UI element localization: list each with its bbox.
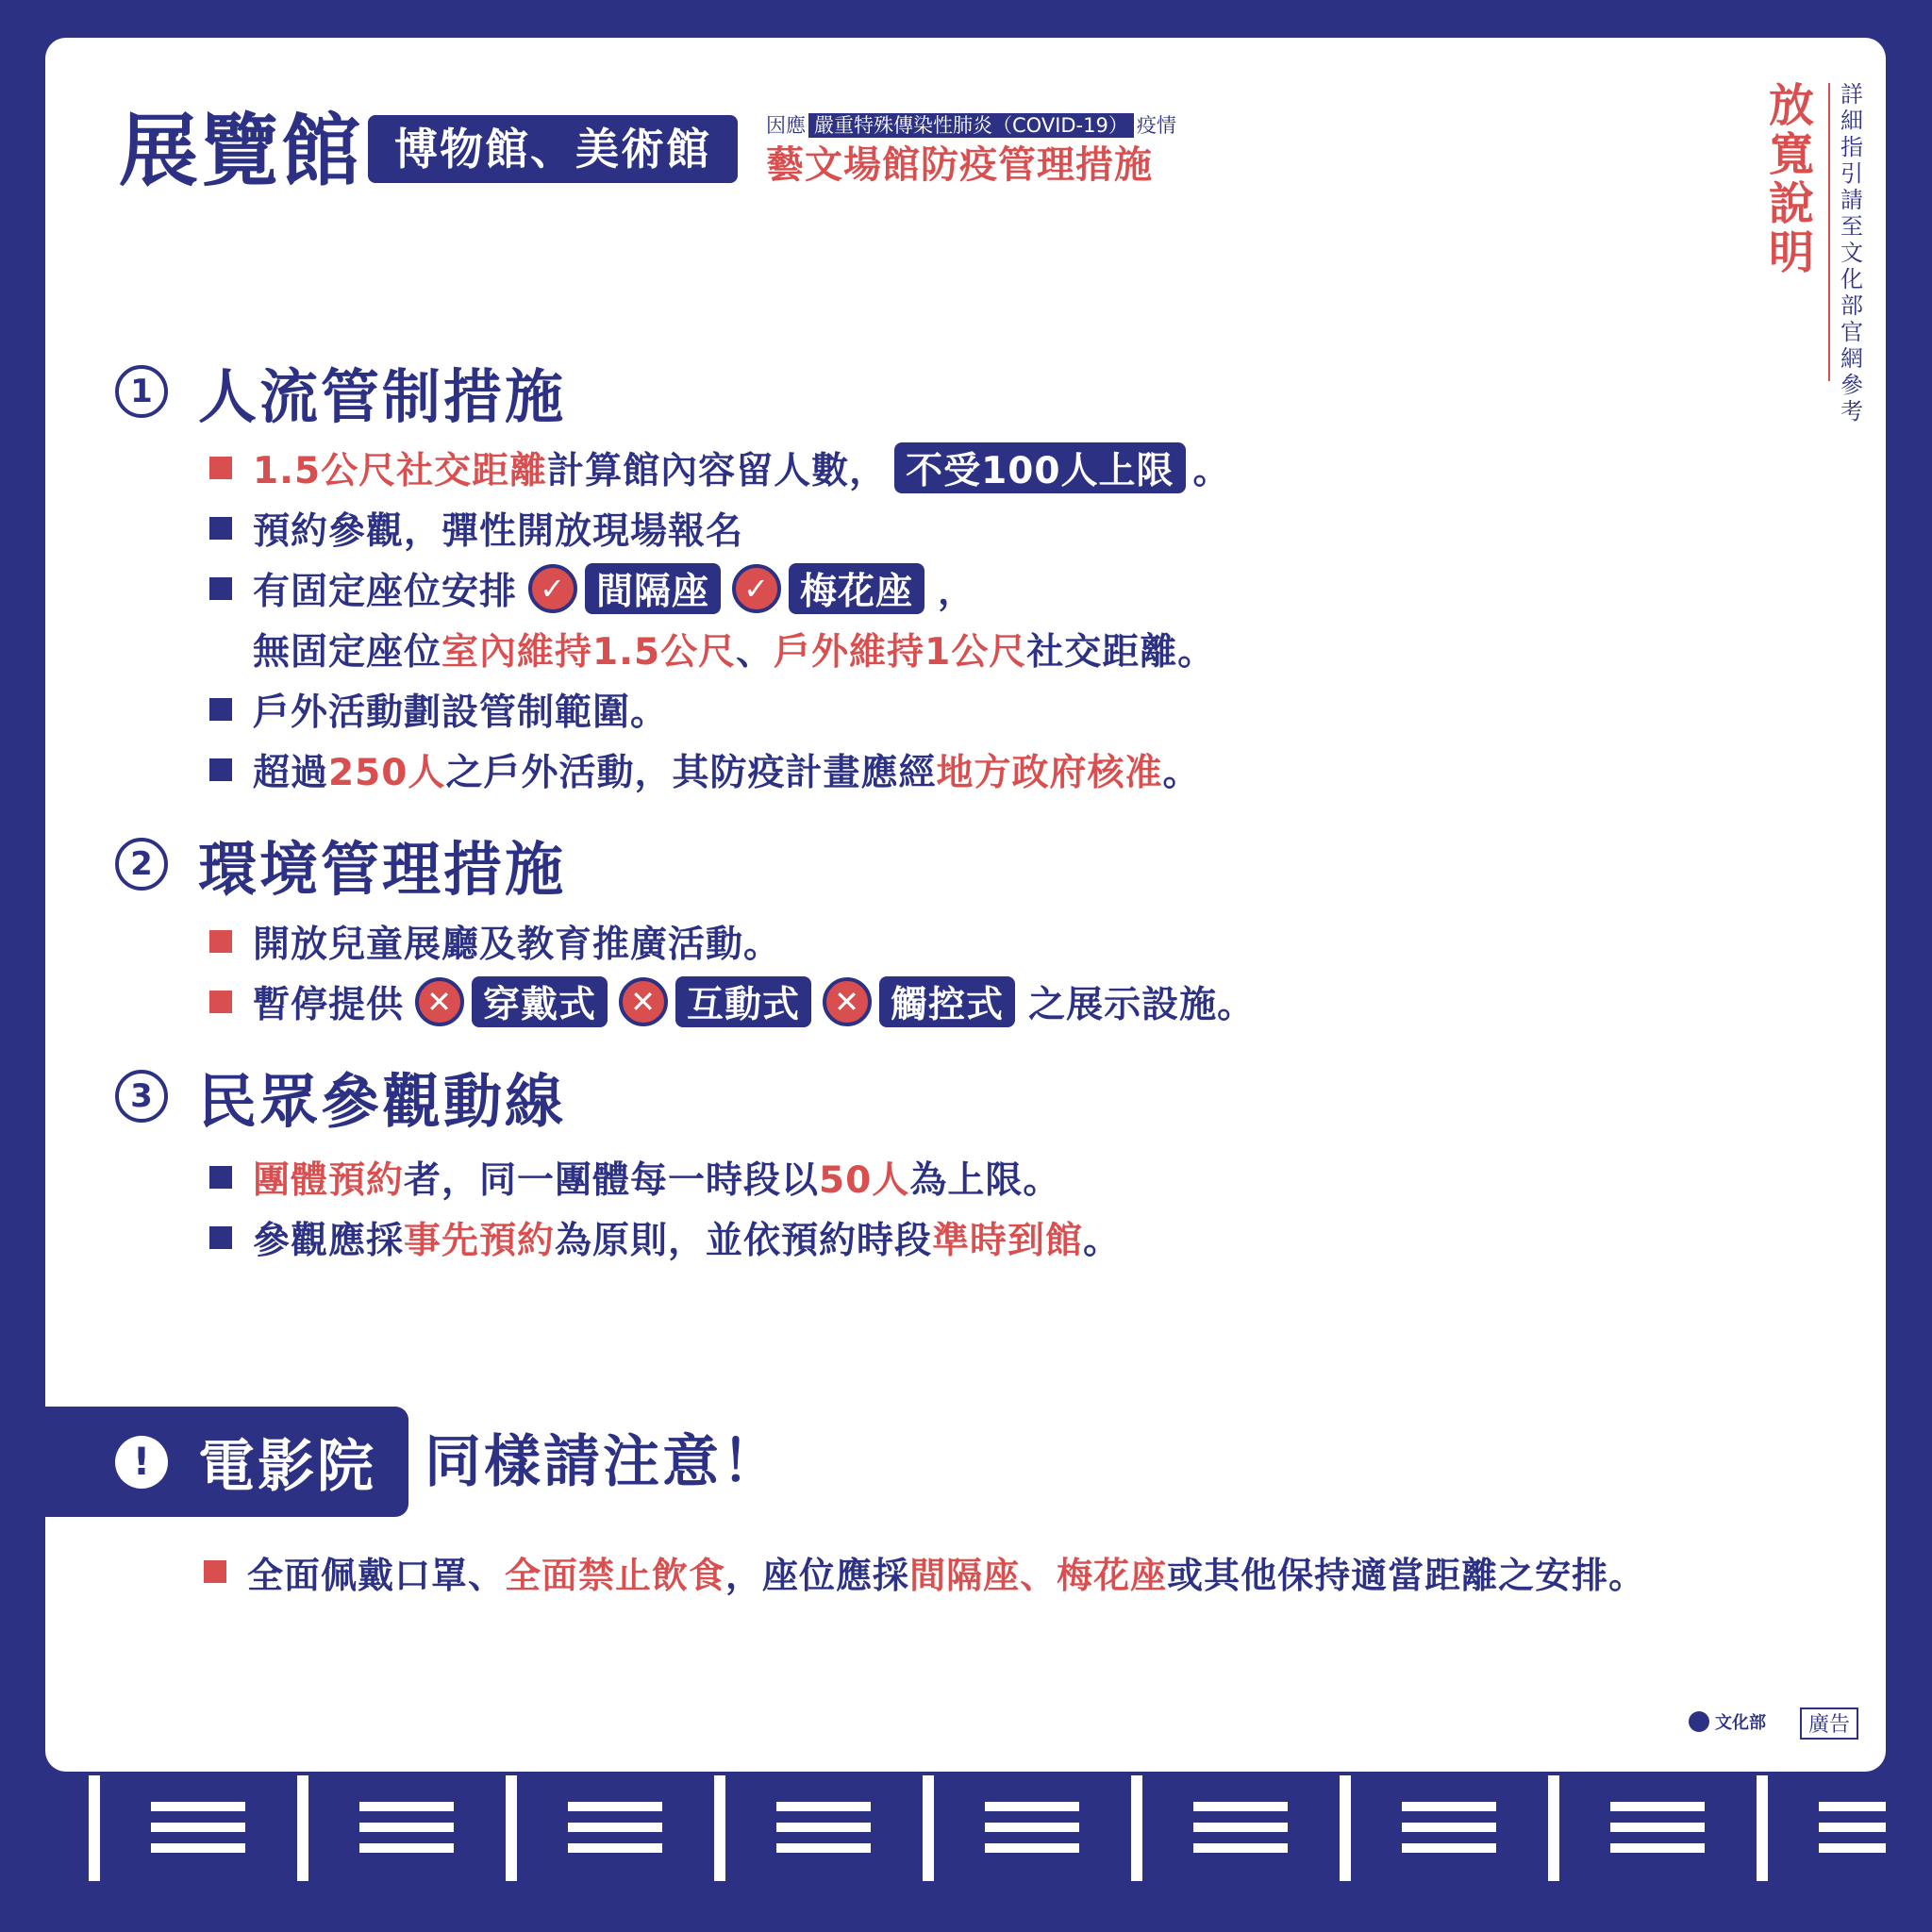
item-highlight: 梅花座 xyxy=(1057,1554,1168,1596)
section-title: 人流管制措施 xyxy=(198,361,567,431)
item-punct: 。 xyxy=(1608,1554,1646,1596)
strip-bar xyxy=(776,1802,871,1811)
item-punct: 。 xyxy=(1023,1159,1061,1202)
side-navy-char: 至 xyxy=(1840,213,1863,240)
list-item xyxy=(209,500,743,557)
square-bullet-icon xyxy=(204,1560,226,1583)
decorative-film-strip xyxy=(45,1772,1886,1885)
list-item xyxy=(209,560,975,617)
square-bullet-icon xyxy=(209,698,232,721)
item-highlight: 室內維持1.5公尺 xyxy=(441,631,737,674)
section-title: 民眾參觀動線 xyxy=(198,1066,567,1136)
strip-post xyxy=(923,1775,934,1881)
item-punct: 。 xyxy=(1192,450,1231,492)
item-text: 全面佩戴口罩 xyxy=(247,1554,469,1596)
side-navy-char: 網 xyxy=(1840,345,1863,372)
strip-bar xyxy=(985,1823,1079,1832)
check-icon: ✓ xyxy=(732,564,781,613)
side-navy-char: 文 xyxy=(1840,240,1863,266)
section-3-heading xyxy=(115,1058,566,1134)
item-highlight: 準時到館 xyxy=(932,1220,1084,1262)
strip-bar xyxy=(985,1802,1079,1811)
chip-label: 觸控式 xyxy=(879,976,1015,1027)
item-text: 之戶外活動，其防疫計畫應經 xyxy=(445,752,937,794)
strip-bar xyxy=(1193,1843,1288,1853)
item-text: 為上限 xyxy=(909,1159,1024,1202)
ministry-logo xyxy=(1689,1709,1766,1734)
item-text: 或其他保持適當距離之安排 xyxy=(1167,1554,1609,1596)
item-text: 、 xyxy=(736,631,774,674)
strip-bar xyxy=(985,1843,1079,1853)
cinema-list-item xyxy=(204,1543,1645,1600)
side-note-navy xyxy=(1838,81,1866,425)
item-highlight: 團體預約 xyxy=(253,1159,405,1202)
device-chip xyxy=(415,976,608,1027)
side-navy-char: 化 xyxy=(1840,266,1863,292)
strip-post xyxy=(1757,1775,1768,1881)
section-title: 環境管理措施 xyxy=(198,834,567,904)
item-text: 無固定座位 xyxy=(253,631,442,674)
item-text: 超過 xyxy=(253,752,329,794)
item-text: 參觀應採 xyxy=(253,1220,405,1262)
side-red-char: 放 xyxy=(1768,79,1814,132)
item-text: 為原則，並依預約時段 xyxy=(555,1220,933,1262)
item-text: 之展示設施 xyxy=(1028,984,1218,1026)
strip-bar xyxy=(776,1823,871,1832)
side-navy-char: 引 xyxy=(1840,160,1863,187)
section-number: 1 xyxy=(115,365,168,418)
page-title: 展覽館 xyxy=(119,105,363,197)
side-navy-char: 部 xyxy=(1840,292,1863,319)
square-bullet-icon xyxy=(209,991,232,1013)
list-item xyxy=(209,974,1255,1030)
check-icon: ✓ xyxy=(528,564,577,613)
item-text: 、 xyxy=(1020,1554,1058,1596)
strip-bar xyxy=(359,1823,454,1832)
square-bullet-icon xyxy=(209,930,232,953)
item-text: 暫停提供 xyxy=(253,984,405,1026)
seat-chip xyxy=(528,563,721,614)
strip-bar xyxy=(1193,1823,1288,1832)
square-bullet-icon xyxy=(209,758,232,781)
strip-post xyxy=(1131,1775,1142,1881)
strip-bar xyxy=(1402,1823,1496,1832)
cinema-tab xyxy=(45,1407,408,1517)
subtitle-prefix: 因應 xyxy=(766,114,806,137)
item-punct: 。 xyxy=(1177,631,1216,674)
strip-bar xyxy=(568,1802,662,1811)
strip-bar xyxy=(1610,1823,1705,1832)
item-text: 預約參觀，彈性開放現場報名 xyxy=(253,510,744,553)
strip-bar xyxy=(1819,1823,1886,1832)
limit-pill: 不受100人上限 xyxy=(894,442,1185,493)
list-item-continued xyxy=(253,621,1215,677)
side-navy-char: 詳 xyxy=(1840,81,1863,108)
item-highlight: 地方政府核准 xyxy=(936,752,1163,794)
side-divider xyxy=(1828,83,1830,381)
strip-bar xyxy=(1610,1843,1705,1853)
strip-bar xyxy=(1402,1843,1496,1853)
item-text: 開放兒童展廳及教育推廣活動。 xyxy=(253,924,782,966)
side-red-char: 寬 xyxy=(1768,128,1814,181)
chip-label: 梅花座 xyxy=(789,563,924,614)
header-subtitle xyxy=(766,111,1176,140)
strip-bar xyxy=(1193,1802,1288,1811)
section-number: 3 xyxy=(115,1070,168,1123)
strip-bar xyxy=(568,1843,662,1853)
item-text: 有固定座位安排 xyxy=(253,571,518,613)
logo-text: 文化部 xyxy=(1715,1713,1766,1733)
strip-bar xyxy=(359,1802,454,1811)
square-bullet-icon xyxy=(209,577,232,600)
item-punct: 。 xyxy=(1162,752,1201,794)
device-chip xyxy=(619,976,811,1027)
side-navy-char: 指 xyxy=(1840,134,1863,160)
side-navy-char: 參 xyxy=(1840,372,1863,398)
strip-bar xyxy=(1402,1802,1496,1811)
chip-label: 間隔座 xyxy=(585,563,721,614)
side-red-char: 明 xyxy=(1768,226,1814,279)
cinema-title: 電影院 xyxy=(198,1433,376,1500)
strip-bar xyxy=(151,1823,245,1832)
item-highlight: 戶外維持1公尺 xyxy=(774,631,1027,674)
item-highlight: 間隔座 xyxy=(909,1554,1021,1596)
chip-label: 穿戴式 xyxy=(472,976,608,1027)
exclamation-icon: ! xyxy=(115,1436,168,1489)
advertisement-label: 廣告 xyxy=(1800,1707,1858,1740)
strip-bar xyxy=(1819,1843,1886,1853)
strip-bar xyxy=(776,1843,871,1853)
strip-bar xyxy=(151,1843,245,1853)
item-highlight: 全面禁止飲食 xyxy=(505,1554,726,1596)
cinema-note: 同樣請注意！ xyxy=(425,1429,781,1495)
section-number: 2 xyxy=(115,838,168,891)
strip-bar xyxy=(568,1823,662,1832)
item-text: 、 xyxy=(468,1554,506,1596)
item-punct: 。 xyxy=(1217,984,1256,1026)
item-text: ，座位應採 xyxy=(725,1554,910,1596)
strip-post xyxy=(297,1775,308,1881)
strip-post xyxy=(1548,1775,1559,1881)
list-item xyxy=(209,1209,1121,1266)
item-punct: 。 xyxy=(1083,1220,1122,1262)
seat-chip xyxy=(732,563,924,614)
side-navy-char: 官 xyxy=(1840,319,1863,345)
section-1-heading xyxy=(115,354,566,429)
section-2-heading xyxy=(115,826,566,902)
strip-bar xyxy=(359,1843,454,1853)
ministry-emblem-icon xyxy=(1689,1711,1709,1732)
side-red-char: 說 xyxy=(1768,177,1814,230)
side-navy-char: 細 xyxy=(1840,108,1863,134)
square-bullet-icon xyxy=(209,457,232,479)
venue-tag: 博物館、美術館 xyxy=(368,115,738,183)
list-item xyxy=(209,913,781,970)
side-navy-char: 考 xyxy=(1840,398,1863,425)
x-icon: ✕ xyxy=(415,977,464,1026)
square-bullet-icon xyxy=(209,517,232,540)
strip-post xyxy=(506,1775,517,1881)
header-main-subtitle: 藝文場館防疫管理措施 xyxy=(766,143,1153,187)
list-item xyxy=(209,440,1231,496)
list-item xyxy=(209,741,1200,798)
subtitle-suffix: 疫情 xyxy=(1136,114,1176,137)
square-bullet-icon xyxy=(209,1226,232,1249)
side-title-red xyxy=(1764,81,1819,277)
item-highlight: 事先預約 xyxy=(404,1220,556,1262)
item-text: 社交距離 xyxy=(1026,631,1178,674)
item-text: 者，同一團體每一時段以 xyxy=(404,1159,820,1202)
subtitle-highlight: 嚴重特殊傳染性肺炎（COVID-19） xyxy=(808,113,1134,138)
x-icon: ✕ xyxy=(619,977,668,1026)
strip-bar xyxy=(1819,1802,1886,1811)
item-text: 計算館內容留人數， xyxy=(547,450,888,492)
strip-bar xyxy=(151,1802,245,1811)
list-item xyxy=(209,1149,1060,1206)
item-highlight: 1.5公尺社交距離 xyxy=(253,450,548,492)
side-navy-char: 請 xyxy=(1840,187,1863,213)
item-text: 戶外活動劃設管制範圍。 xyxy=(253,691,669,734)
x-icon: ✕ xyxy=(823,977,872,1026)
device-chip xyxy=(823,976,1015,1027)
item-highlight: 50人 xyxy=(819,1159,910,1202)
list-item xyxy=(209,681,668,738)
chip-label: 互動式 xyxy=(675,976,811,1027)
square-bullet-icon xyxy=(209,1166,232,1189)
item-highlight: 250人 xyxy=(328,752,446,794)
strip-post xyxy=(714,1775,725,1881)
item-punct: ， xyxy=(938,571,976,613)
strip-bar xyxy=(1610,1802,1705,1811)
strip-post xyxy=(89,1775,100,1881)
strip-post xyxy=(1340,1775,1351,1881)
